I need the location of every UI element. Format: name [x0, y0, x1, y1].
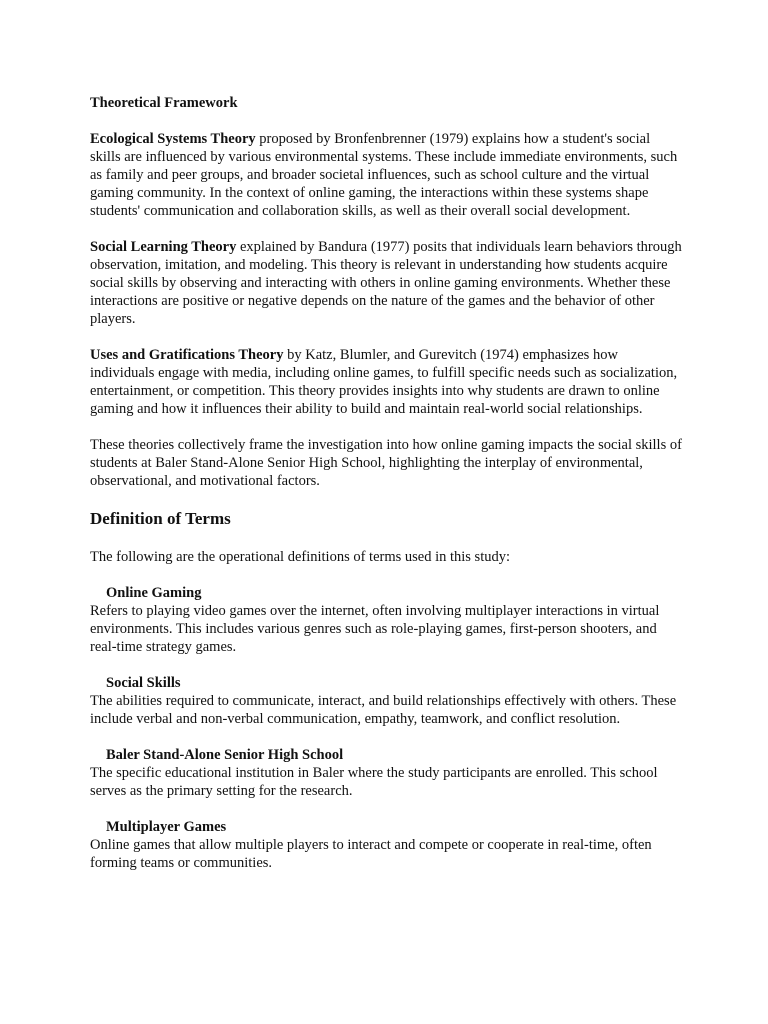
document-page — [90, 94, 682, 890]
term-definition: Refers to playing video games over the internet, often involving multiplayer interactions in virtual environments. This includes various genres such as role-playing games, first-person shooters, and real-time strategy games. — [90, 603, 660, 655]
definition-of-terms-heading: Definition of Terms — [90, 509, 231, 528]
term-name: Multiplayer Games — [106, 819, 227, 835]
framework-summary: These theories collectively frame the investigation into how online gaming impacts the social skills of students at Baler Stand-Alone Senior High School, highlighting the interplay of environmental, observational, and motivational factors. — [90, 437, 682, 489]
theory-text: proposed by Bronfenbrenner (1979) explains how a student's social skills are influenced by various environmental systems. These include immediate environments, such as family and peer groups, and broader societal influences, such as school culture and the virtual gaming community. In the context of online gaming, the interactions within these systems shape students' communication and collaboration skills, as well as their overall social development. — [90, 131, 678, 219]
theory-text: by Katz, Blumler, and Gurevitch (1974) emphasizes how individuals engage with media, including online games, to fulfill specific needs such as socialization, entertainment, or competition. This theory provides insights into why students are drawn to online gaming and how it influences their ability to build and maintain real-world social relationships. — [90, 347, 678, 417]
term-definition: Online games that allow multiple players to interact and compete or cooperate in real-time, often forming teams or communities. — [90, 837, 652, 871]
definitions-intro: The following are the operational definitions of terms used in this study: — [90, 549, 511, 565]
term-definition: The specific educational institution in Baler where the study participants are enrolled. This school serves as the primary setting for the research. — [90, 765, 658, 799]
term-multiplayer-games — [90, 818, 682, 872]
term-online-gaming — [90, 584, 682, 656]
theory-text: explained by Bandura (1977) posits that individuals learn behaviors through observation, imitation, and modeling. This theory is relevant in understanding how students acquire social skills by observing and interacting with others in online gaming environments. Whether these interactions are positive or negative depends on the nature of the games and the behavior of other players. — [90, 239, 682, 327]
theory-name: Ecological Systems Theory — [90, 131, 256, 147]
term-baler-shs — [90, 746, 682, 800]
term-name: Baler Stand-Alone Senior High School — [106, 747, 344, 763]
theory-name: Uses and Gratifications Theory — [90, 347, 284, 363]
term-social-skills — [90, 674, 682, 728]
theory-paragraph-ecological — [90, 130, 682, 220]
term-name: Social Skills — [106, 675, 181, 691]
theory-paragraph-uses-gratifications — [90, 346, 682, 418]
theoretical-framework-heading: Theoretical Framework — [90, 95, 238, 111]
term-definition: The abilities required to communicate, interact, and build relationships effectively with others. These include verbal and non-verbal communication, empathy, teamwork, and conflict resolution. — [90, 693, 677, 727]
term-name: Online Gaming — [106, 585, 202, 601]
theory-paragraph-social-learning — [90, 238, 682, 328]
theory-name: Social Learning Theory — [90, 239, 237, 255]
